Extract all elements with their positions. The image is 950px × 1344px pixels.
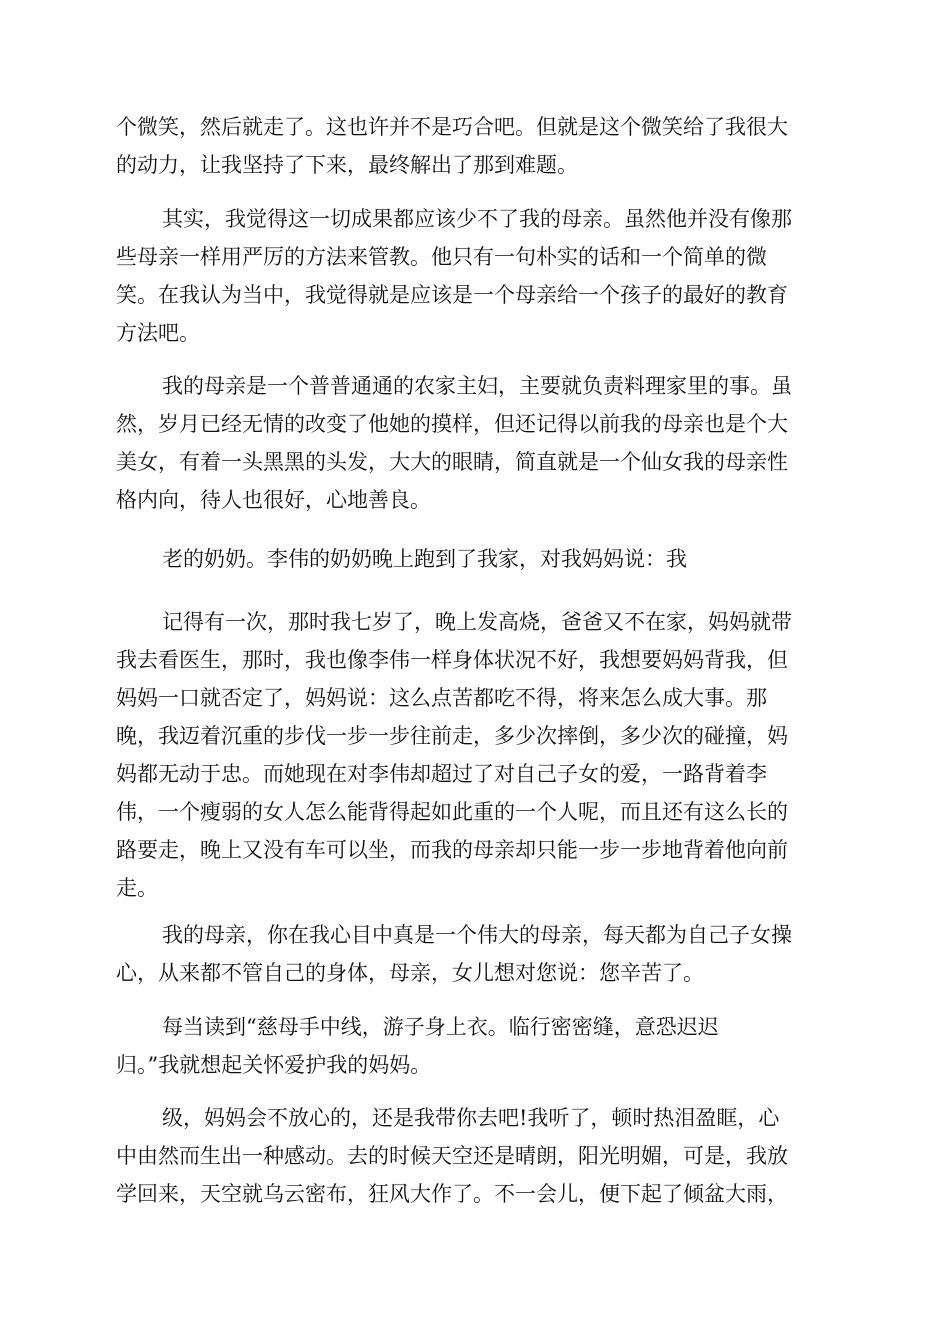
text-line: 然，岁月已经无情的改变了他她的摸样，但还记得以前我的母亲也是个大 — [116, 412, 788, 436]
text-line: 走。 — [116, 876, 158, 900]
text-line: 美女，有着一头黑黑的头发，大大的眼睛，简直就是一个仙女我的母亲性 — [116, 450, 788, 474]
text-line: 个微笑，然后就走了。这也许并不是巧合吧。但就是这个微笑给了我很大 — [116, 115, 788, 139]
text-line: 归。”我就想起关怀爱护我的妈妈。 — [116, 1053, 432, 1077]
paragraph-2 — [116, 200, 836, 352]
text-line: 我的母亲，你在我心目中真是一个伟大的母亲，每天都为自己子女操 — [162, 923, 792, 947]
paragraph-5 — [116, 603, 836, 907]
text-line: 格内向，待人也很好，心地善良。 — [116, 488, 431, 512]
paragraph-7 — [116, 1008, 836, 1084]
paragraph-1 — [116, 108, 836, 184]
text-line: 其实，我觉得这一切成果都应该少不了我的母亲。虽然他并没有像那 — [162, 207, 792, 231]
text-line: 笑。在我认为当中，我觉得就是应该是一个母亲给一个孩子的最好的教育 — [116, 283, 788, 307]
text-line: 晚，我迈着沉重的步伐一步一步往前走，多少次摔倒，多少次的碰撞，妈 — [116, 724, 788, 748]
text-line: 路要走，晚上又没有车可以坐，而我的母亲却只能一步一步地背着他向前 — [116, 838, 788, 862]
text-line: 每当读到“慈母手中线，游子身上衣。临行密密缝，意恐迟迟 — [162, 1015, 719, 1039]
paragraph-4 — [116, 540, 836, 578]
text-line: 伟，一个瘦弱的女人怎么能背得起如此重的一个人呢，而且还有这么长的 — [116, 800, 788, 824]
text-line: 我去看医生，那时，我也像李伟一样身体状况不好，我想要妈妈背我，但 — [116, 648, 788, 672]
paragraph-6 — [116, 916, 836, 992]
text-line: 的动力，让我坚持了下来，最终解出了那到难题。 — [116, 153, 578, 177]
text-line: 些母亲一样用严厉的方法来管教。他只有一句朴实的话和一个简单的微 — [116, 245, 767, 269]
text-line: 级，妈妈会不放心的，还是我带你去吧!我听了，顿时热泪盈眶，心 — [162, 1106, 780, 1130]
text-line: 妈妈一口就否定了，妈妈说：这么点苦都吃不得，将来怎么成大事。那 — [116, 686, 767, 710]
text-line: 学回来，天空就乌云密布，狂风大作了。不一会儿，便下起了倾盆大雨， — [116, 1182, 788, 1206]
text-line: 心，从来都不管自己的身体，母亲，女儿想对您说：您辛苦了。 — [116, 961, 704, 985]
text-line: 老的奶奶。李伟的奶奶晚上跑到了我家，对我妈妈说：我 — [162, 547, 687, 571]
text-line: 方法吧。 — [116, 321, 200, 345]
text-line: 我的母亲是一个普普通通的农家主妇，主要就负责料理家里的事。虽 — [162, 374, 792, 398]
text-line: 妈都无动于忠。而她现在对李伟却超过了对自己子女的爱，一路背着李 — [116, 762, 767, 786]
text-line: 中由然而生出一种感动。去的时候天空还是晴朗，阳光明媚，可是，我放 — [116, 1144, 788, 1168]
text-line: 记得有一次，那时我七岁了，晚上发高烧，爸爸又不在家，妈妈就带 — [162, 610, 792, 634]
paragraph-3 — [116, 367, 836, 519]
paragraph-8 — [116, 1099, 836, 1213]
